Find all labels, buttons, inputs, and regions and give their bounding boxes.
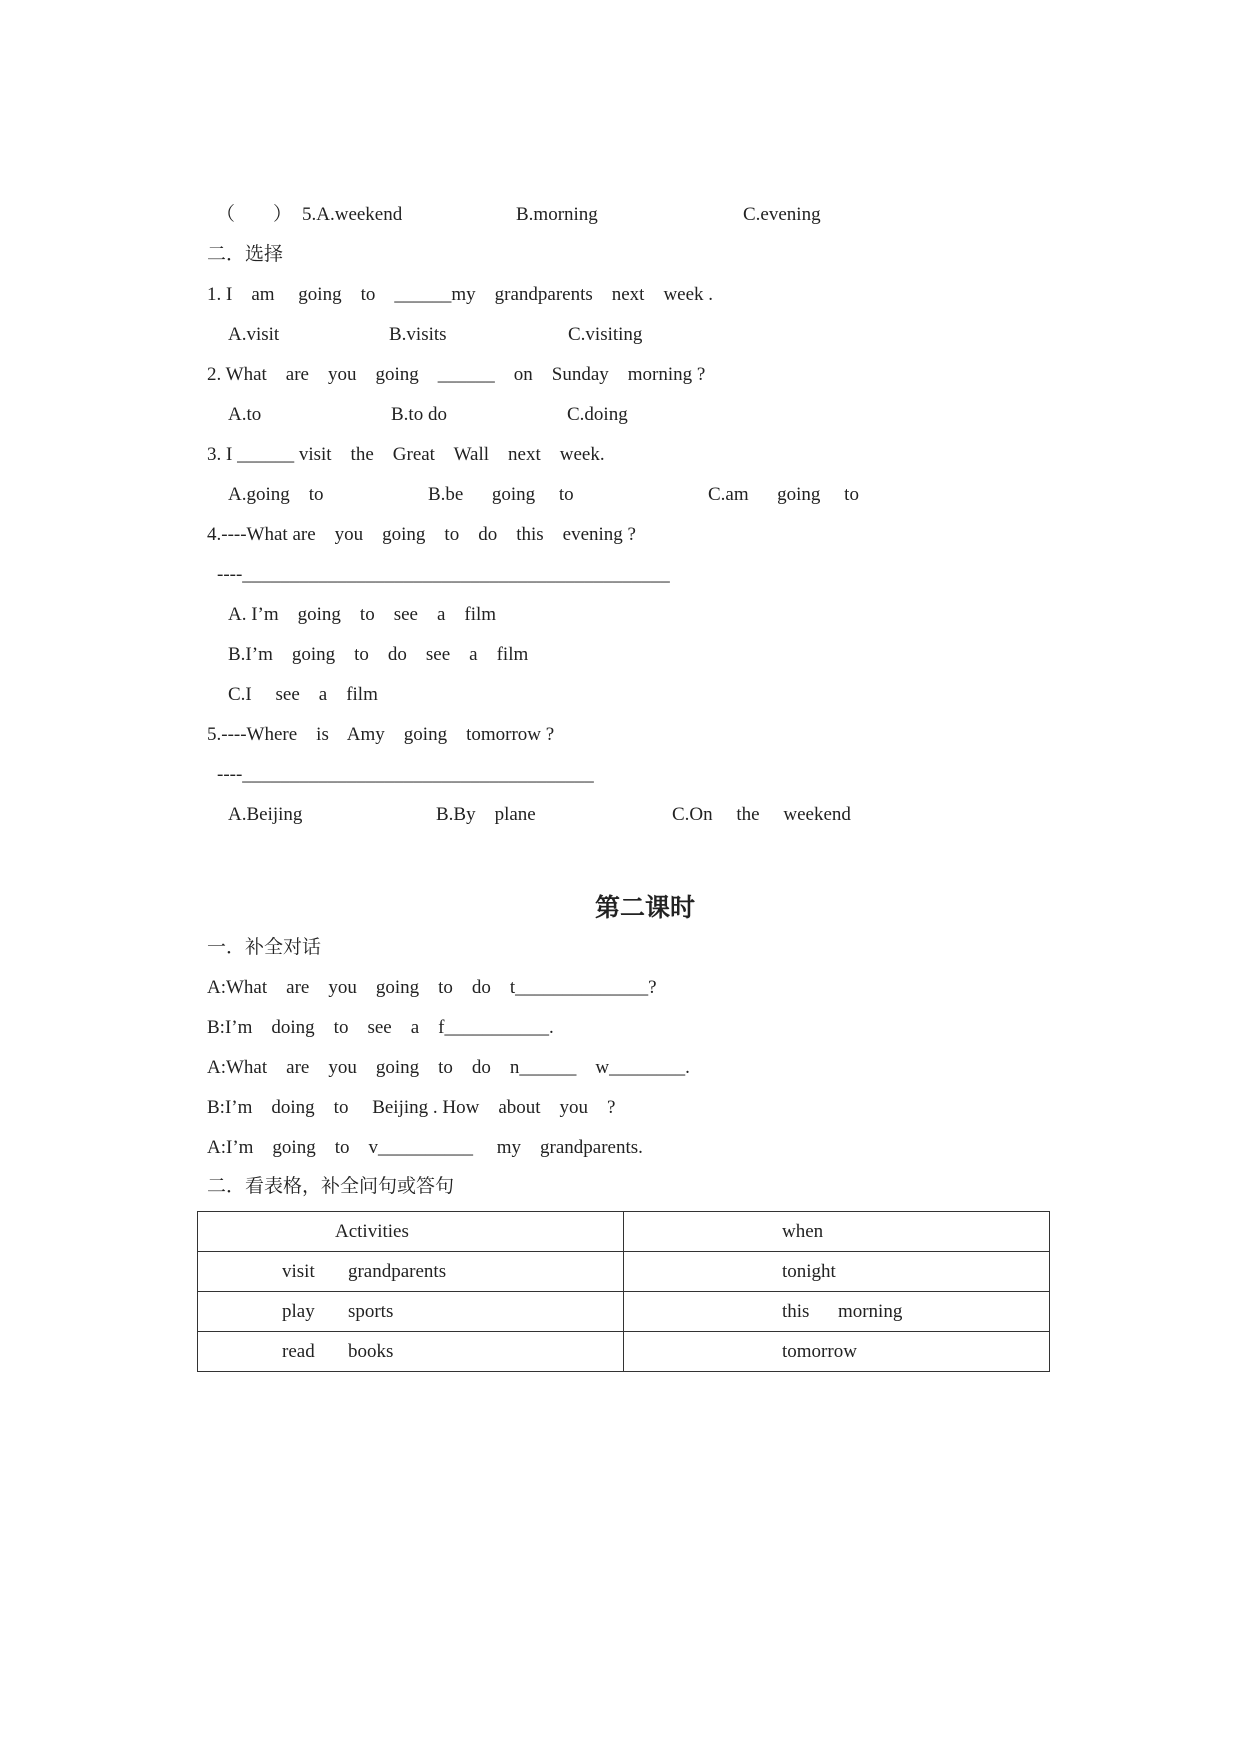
s2-q4-option-b: B.I’m going to do see a film — [228, 644, 529, 665]
s2-q3-option-a: A.going to — [228, 484, 324, 505]
s2-q2-option-c: C.doing — [567, 404, 628, 425]
table-header-activities: Activities — [198, 1212, 624, 1252]
table-cell-when: tomorrow — [624, 1332, 1050, 1372]
s2-q3-text: 3. I ______ visit the Great Wall next week. — [207, 444, 605, 465]
table-cell-when: this morning — [624, 1292, 1050, 1332]
s2-q5-option-b: B.By plane — [436, 804, 536, 825]
dialogue-line-2: B:I’m doing to see a f___________. — [207, 1017, 554, 1038]
s2-q3-option-c: C.am going to — [708, 484, 859, 505]
s2-q4-option-a: A. I’m going to see a film — [228, 604, 497, 625]
s2-q1-text: 1. I am going to ______my grandparents next week . — [207, 284, 714, 305]
s2-q2-option-b: B.to do — [391, 404, 447, 425]
lesson2-title: 第二课时 — [594, 895, 695, 922]
table-cell-activity: visit grandparents — [198, 1252, 624, 1292]
table-row — [198, 1332, 1050, 1372]
dialogue-line-5: A:I’m going to v__________ my grandparents. — [207, 1137, 643, 1158]
s2-q5-option-c: C.On the weekend — [672, 804, 851, 825]
dialogue-line-4: B:I’m doing to Beijing . How about you ? — [207, 1097, 616, 1118]
s2-q1-option-b: B.visits — [389, 324, 447, 345]
activities-table — [197, 1211, 1050, 1372]
lesson2-section1-heading: 一．补全对话 — [207, 937, 322, 958]
q5-option-a: 5.A.weekend — [302, 204, 403, 225]
q5-option-b: B.morning — [516, 204, 598, 225]
table-cell-activity: read books — [198, 1332, 624, 1372]
lesson2-section2-heading: 二．看表格，补全问句或答句 — [207, 1176, 455, 1197]
s2-q5-option-a: A.Beijing — [228, 804, 303, 825]
q5-bracket: （ ） — [216, 204, 293, 225]
s2-q5-answer-blank: ----_____________________________________ — [217, 764, 594, 785]
s2-q2-text: 2. What are you going ______ on Sunday morning ? — [207, 364, 706, 385]
q5-option-c: C.evening — [743, 204, 821, 225]
section2-heading: 二．选择 — [207, 244, 284, 265]
s2-q1-option-c: C.visiting — [568, 324, 643, 345]
table-header-row — [198, 1212, 1050, 1252]
s2-q4-option-c: C.I see a film — [228, 684, 378, 705]
dialogue-line-3: A:What are you going to do n______ w________. — [207, 1057, 690, 1078]
table-row — [198, 1292, 1050, 1332]
dialogue-line-1: A:What are you going to do t______________? — [207, 977, 657, 998]
s2-q4-answer-blank: ----_____________________________________________ — [217, 564, 670, 585]
table-cell-when: tonight — [624, 1252, 1050, 1292]
table-header-when: when — [624, 1212, 1050, 1252]
s2-q5-text: 5.----Where is Amy going tomorrow ? — [207, 724, 555, 745]
table-row — [198, 1252, 1050, 1292]
s2-q2-option-a: A.to — [228, 404, 262, 425]
table-cell-activity: play sports — [198, 1292, 624, 1332]
s2-q3-option-b: B.be going to — [428, 484, 574, 505]
s2-q4-text: 4.----What are you going to do this evening ? — [207, 524, 636, 545]
s2-q1-option-a: A.visit — [228, 324, 280, 345]
